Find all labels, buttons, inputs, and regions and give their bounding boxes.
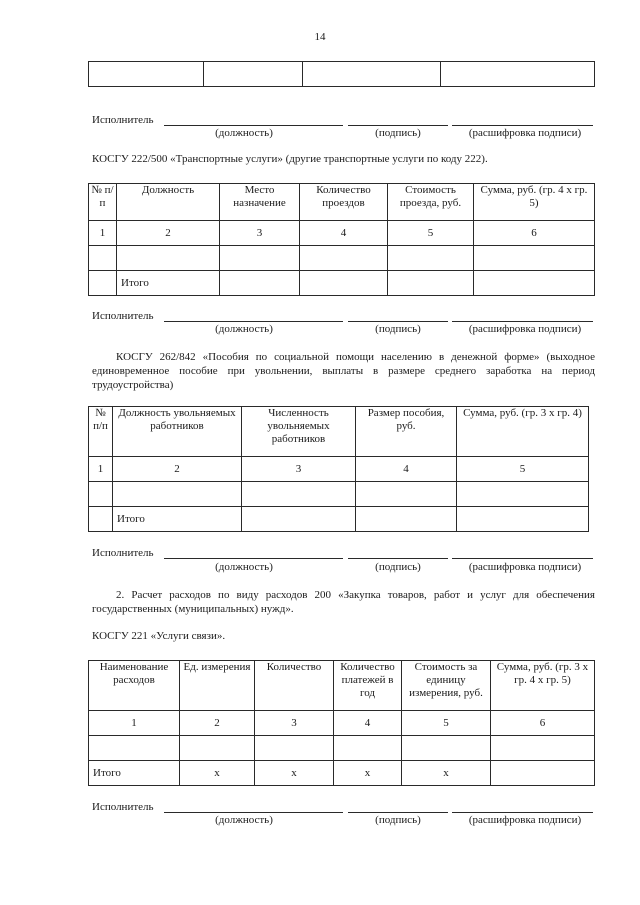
section-paragraph-purchase: 2. Расчет расходов по виду расходов 200 «Закупка товаров, работ и услуг для обеспечения государственных (муниципальных) нужд». [92, 589, 595, 615]
table-cell [491, 761, 595, 786]
total-mark: х [402, 761, 491, 786]
position-line [164, 321, 343, 322]
benefits-table [88, 406, 589, 532]
decoding-caption: (расшифровка подписи) [468, 561, 582, 573]
table-cell [89, 507, 113, 532]
total-label: Итого [89, 761, 180, 786]
table-cell [303, 62, 441, 87]
table-cell [300, 246, 388, 271]
header-cell: Сумма, руб. (гр. 3 х гр. 4) [457, 407, 589, 457]
signature-line [348, 321, 448, 322]
column-number: 5 [402, 711, 491, 736]
total-label: Итого [117, 271, 220, 296]
position-caption: (должность) [215, 127, 273, 139]
column-number: 2 [113, 457, 242, 482]
column-number: 5 [388, 221, 474, 246]
decoding-caption: (расшифровка подписи) [468, 814, 582, 826]
table-cell [300, 271, 388, 296]
column-number: 6 [491, 711, 595, 736]
table-cell [89, 736, 180, 761]
table-cell [474, 271, 595, 296]
column-number: 1 [89, 711, 180, 736]
signature-label: Исполнитель [92, 801, 154, 813]
header-cell: Наименование расходов [89, 661, 180, 711]
column-number: 2 [117, 221, 220, 246]
signature-label: Исполнитель [92, 547, 154, 559]
table-cell [89, 271, 117, 296]
table-cell [113, 482, 242, 507]
header-cell: Стоимость проезда, руб. [388, 184, 474, 221]
communications-table [88, 660, 595, 786]
column-number: 2 [180, 711, 255, 736]
table-cell [89, 482, 113, 507]
header-cell: Сумма, руб. (гр. 4 х гр. 5) [474, 184, 595, 221]
table-cell [334, 736, 402, 761]
table-cell [180, 736, 255, 761]
transport-table [88, 183, 595, 296]
header-cell: Сумма, руб. (гр. 3 х гр. 4 х гр. 5) [491, 661, 595, 711]
table-cell [388, 246, 474, 271]
table-cell [388, 271, 474, 296]
signature-caption: (подпись) [375, 561, 421, 573]
signature-line [348, 558, 448, 559]
signature-caption: (подпись) [375, 127, 421, 139]
position-caption: (должность) [215, 814, 273, 826]
position-line [164, 558, 343, 559]
decoding-line [452, 812, 593, 813]
column-number: 4 [356, 457, 457, 482]
table-cell [117, 246, 220, 271]
header-cell: Ед. измерения [180, 661, 255, 711]
header-cell: Количество платежей в год [334, 661, 402, 711]
section-heading-benefits: КОСГУ 262/842 «Пособия по социальной помощи населению в денежной форме» (выходное единовременное пособие при увольнении, выплаты в размере среднего заработка на период трудоустройства) [92, 351, 595, 391]
position-caption: (должность) [215, 561, 273, 573]
header-cell: Количество [255, 661, 334, 711]
continued-table [88, 61, 595, 87]
column-number: 5 [457, 457, 589, 482]
header-cell: Размер пособия, руб. [356, 407, 457, 457]
decoding-line [452, 125, 593, 126]
signature-label: Исполнитель [92, 310, 154, 322]
column-number: 4 [300, 221, 388, 246]
signature-caption: (подпись) [375, 323, 421, 335]
table-cell [402, 736, 491, 761]
position-line [164, 125, 343, 126]
header-cell: Должность [117, 184, 220, 221]
column-number: 3 [242, 457, 356, 482]
position-caption: (должность) [215, 323, 273, 335]
position-line [164, 812, 343, 813]
signature-label: Исполнитель [92, 114, 154, 126]
header-cell: Количество проездов [300, 184, 388, 221]
header-cell: Численность увольняемых работников [242, 407, 356, 457]
column-number: 1 [89, 221, 117, 246]
column-number: 3 [220, 221, 300, 246]
signature-caption: (подпись) [375, 814, 421, 826]
header-cell: Место назначение [220, 184, 300, 221]
signature-line [348, 812, 448, 813]
table-cell [242, 507, 356, 532]
header-cell: Стоимость за единицу измерения, руб. [402, 661, 491, 711]
page-number: 14 [314, 31, 326, 43]
table-cell [491, 736, 595, 761]
table-cell [441, 62, 595, 87]
section-heading-transport: КОСГУ 222/500 «Транспортные услуги» (другие транспортные услуги по коду 222). [92, 153, 488, 165]
total-mark: х [180, 761, 255, 786]
signature-line [348, 125, 448, 126]
table-cell [474, 246, 595, 271]
column-number: 4 [334, 711, 402, 736]
table-cell [220, 271, 300, 296]
column-number: 3 [255, 711, 334, 736]
decoding-line [452, 321, 593, 322]
table-cell [457, 507, 589, 532]
section-heading-communications: КОСГУ 221 «Услуги связи». [92, 630, 226, 642]
table-cell [89, 246, 117, 271]
table-cell [89, 62, 204, 87]
header-cell: № п/п [89, 184, 117, 221]
total-mark: х [334, 761, 402, 786]
table-cell [356, 482, 457, 507]
table-cell [220, 246, 300, 271]
header-cell: № п/п [89, 407, 113, 457]
column-number: 6 [474, 221, 595, 246]
decoding-caption: (расшифровка подписи) [468, 323, 582, 335]
table-cell [204, 62, 303, 87]
table-cell [356, 507, 457, 532]
total-mark: х [255, 761, 334, 786]
total-label: Итого [113, 507, 242, 532]
column-number: 1 [89, 457, 113, 482]
decoding-caption: (расшифровка подписи) [468, 127, 582, 139]
decoding-line [452, 558, 593, 559]
table-cell [457, 482, 589, 507]
table-cell [242, 482, 356, 507]
header-cell: Должность увольняемых работников [113, 407, 242, 457]
table-cell [255, 736, 334, 761]
